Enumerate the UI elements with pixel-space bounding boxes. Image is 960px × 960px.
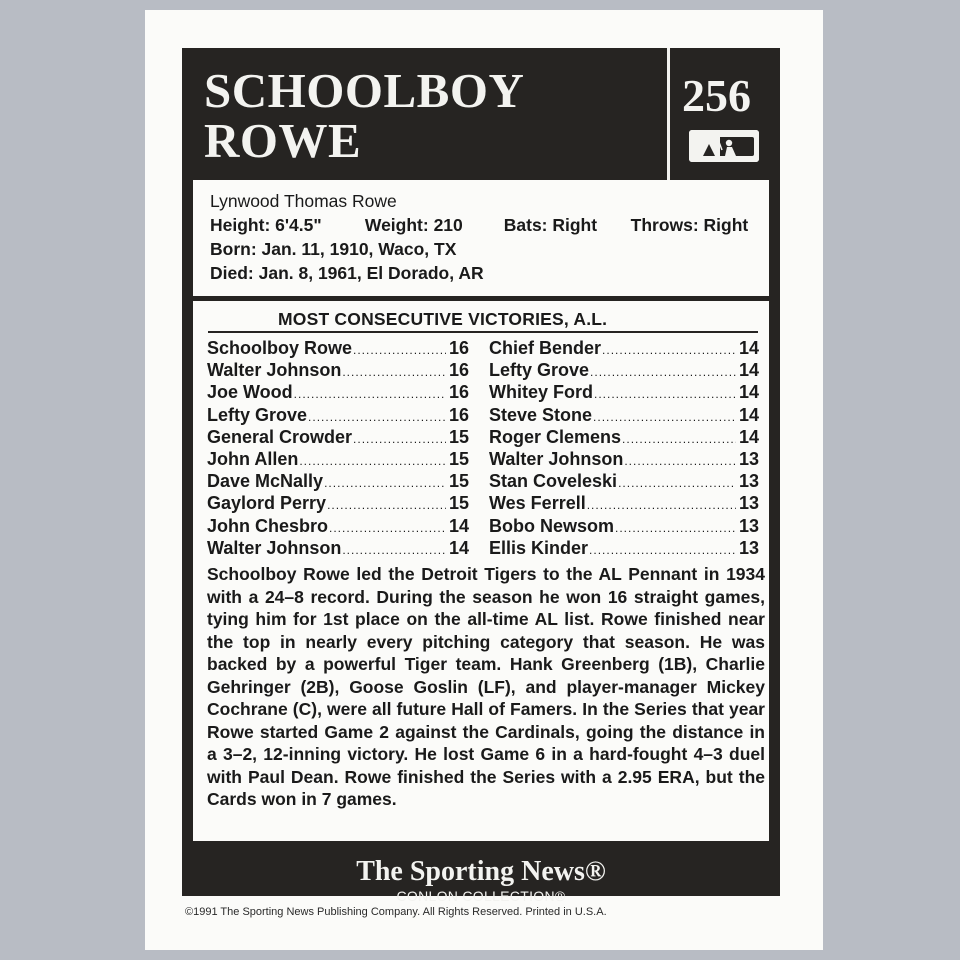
career-story: Schoolboy Rowe led the Detroit Tigers to the AL Pennant in 1934 with a 24–8 record. During the season he won 16 straight games, tying him for 1st place on the all-time AL list. Rowe finished near the top in nearly every pitching category that season. He was backed by a powerful Tiger team. Hank Greenberg (1B), Charlie Gehringer (2B), Goose Goslin (LF), and player-manager Mickey Cochrane (C), were all future Hall of Famers. In the Series that year Rowe started Game 2 against the Cardinals, going the distance in a 3–2, 12-inning victory. He lost Game 6 in a hard-fought 4–3 duel with Paul Dean. Rowe finished the Series with a 2.95 ERA, but the Cards won in 7 games. [207,564,765,809]
record-row [207,426,469,448]
leader-dots [618,472,736,494]
record-wins: 14 [738,360,759,381]
leader-dots [589,539,736,561]
card-header [182,48,780,180]
record-wins: 14 [738,338,759,358]
record-wins: 13 [738,448,759,469]
record-player-name: John Allen [207,448,299,469]
leader-dots [329,517,446,539]
record-player-name: Ellis Kinder [489,537,589,558]
record-wins: 15 [448,471,469,492]
died: Died: Jan. 8, 1961, El Dorado, AR [210,263,484,283]
record-row [207,492,469,514]
record-player-name: Lefty Grove [207,404,308,425]
record-row [489,337,759,359]
leader-dots [594,383,736,405]
footer-brand [182,841,780,904]
throws: Throws: Right [630,215,749,235]
player-nickname [204,63,525,168]
record-row [489,381,759,403]
mlb-logo-icon [689,130,759,162]
record-player-name: Walter Johnson [489,448,624,469]
record-row [489,404,759,426]
records-divider [208,331,758,333]
record-player-name: Walter Johnson [207,360,342,381]
record-wins: 15 [448,493,469,514]
record-row [207,470,469,492]
leader-dots [593,406,736,428]
record-row [207,337,469,359]
leader-dots [327,494,446,516]
collection-name: CONLON COLLECTION® [396,888,566,904]
leader-dots [353,428,446,450]
record-wins: 14 [738,382,759,403]
record-wins: 13 [738,515,759,536]
bats: Bats: Right [503,215,598,235]
leader-dots [615,517,736,539]
record-row [207,381,469,403]
record-player-name: Chief Bender [489,338,602,358]
record-wins: 13 [738,493,759,514]
header-divider [667,48,670,180]
leader-dots [342,361,446,383]
record-row [489,492,759,514]
record-player-name: Whitey Ford [489,382,593,403]
record-row [207,359,469,381]
weight: Weight: 210 [364,215,463,235]
leader-dots [590,361,736,383]
record-player-name: Stan Coveleski [489,471,618,492]
record-player-name: Wes Ferrell [489,493,586,514]
baseball-card-back [145,10,823,950]
leader-dots [624,450,736,472]
record-wins: 16 [448,338,469,358]
record-player-name: Lefty Grove [489,360,590,381]
leader-dots [299,450,446,472]
record-player-name: John Chesbro [207,515,329,536]
born: Born: Jan. 11, 1910, Waco, TX [210,239,457,259]
record-player-name: Joe Wood [207,382,293,403]
record-player-name: General Crowder [207,426,353,447]
leader-dots [587,494,736,516]
records-section [193,301,769,841]
leader-dots [602,339,736,361]
record-row [489,470,759,492]
record-wins: 14 [738,426,759,447]
record-row [489,359,759,381]
player-name-line-2: ROWE [204,113,362,168]
record-wins: 15 [448,448,469,469]
records-right-column [489,337,759,559]
record-wins: 14 [448,537,469,558]
record-row [489,426,759,448]
record-wins: 14 [738,404,759,425]
full-name: Lynwood Thomas Rowe [210,191,397,211]
copyright-line: ©1991 The Sporting News Publishing Company. All Rights Reserved. Printed in U.S.A. [185,906,607,918]
record-player-name: Gaylord Perry [207,493,327,514]
record-row [489,537,759,559]
record-row [489,448,759,470]
record-player-name: Steve Stone [489,404,593,425]
record-wins: 15 [448,426,469,447]
records-title: MOST CONSECUTIVE VICTORIES, A.L. [278,309,608,329]
record-player-name: Bobo Newsom [489,515,615,536]
record-player-name: Schoolboy Rowe [207,338,353,358]
record-row [207,404,469,426]
height: Height: 6'4.5" [210,215,322,235]
record-wins: 13 [738,471,759,492]
player-name-line-1: SCHOOLBOY [204,63,525,118]
leader-dots [622,428,736,450]
card-number: 256 [682,70,751,121]
records-left-column [207,337,469,559]
record-row [489,515,759,537]
leader-dots [342,539,446,561]
player-bio [193,180,769,296]
record-player-name: Dave McNally [207,471,324,492]
record-player-name: Roger Clemens [489,426,622,447]
leader-dots [324,472,446,494]
record-row [207,448,469,470]
record-wins: 16 [448,382,469,403]
leader-dots [308,406,446,428]
sporting-news-logo: The Sporting News® [356,856,606,887]
record-wins: 16 [448,360,469,381]
card-panel [182,48,780,904]
record-wins: 16 [448,404,469,425]
record-row [207,537,469,559]
leader-dots [353,339,446,361]
leader-dots [294,383,446,405]
record-player-name: Walter Johnson [207,537,342,558]
record-row [207,515,469,537]
physical-stats [210,213,769,237]
record-wins: 14 [448,515,469,536]
record-wins: 13 [738,537,759,558]
